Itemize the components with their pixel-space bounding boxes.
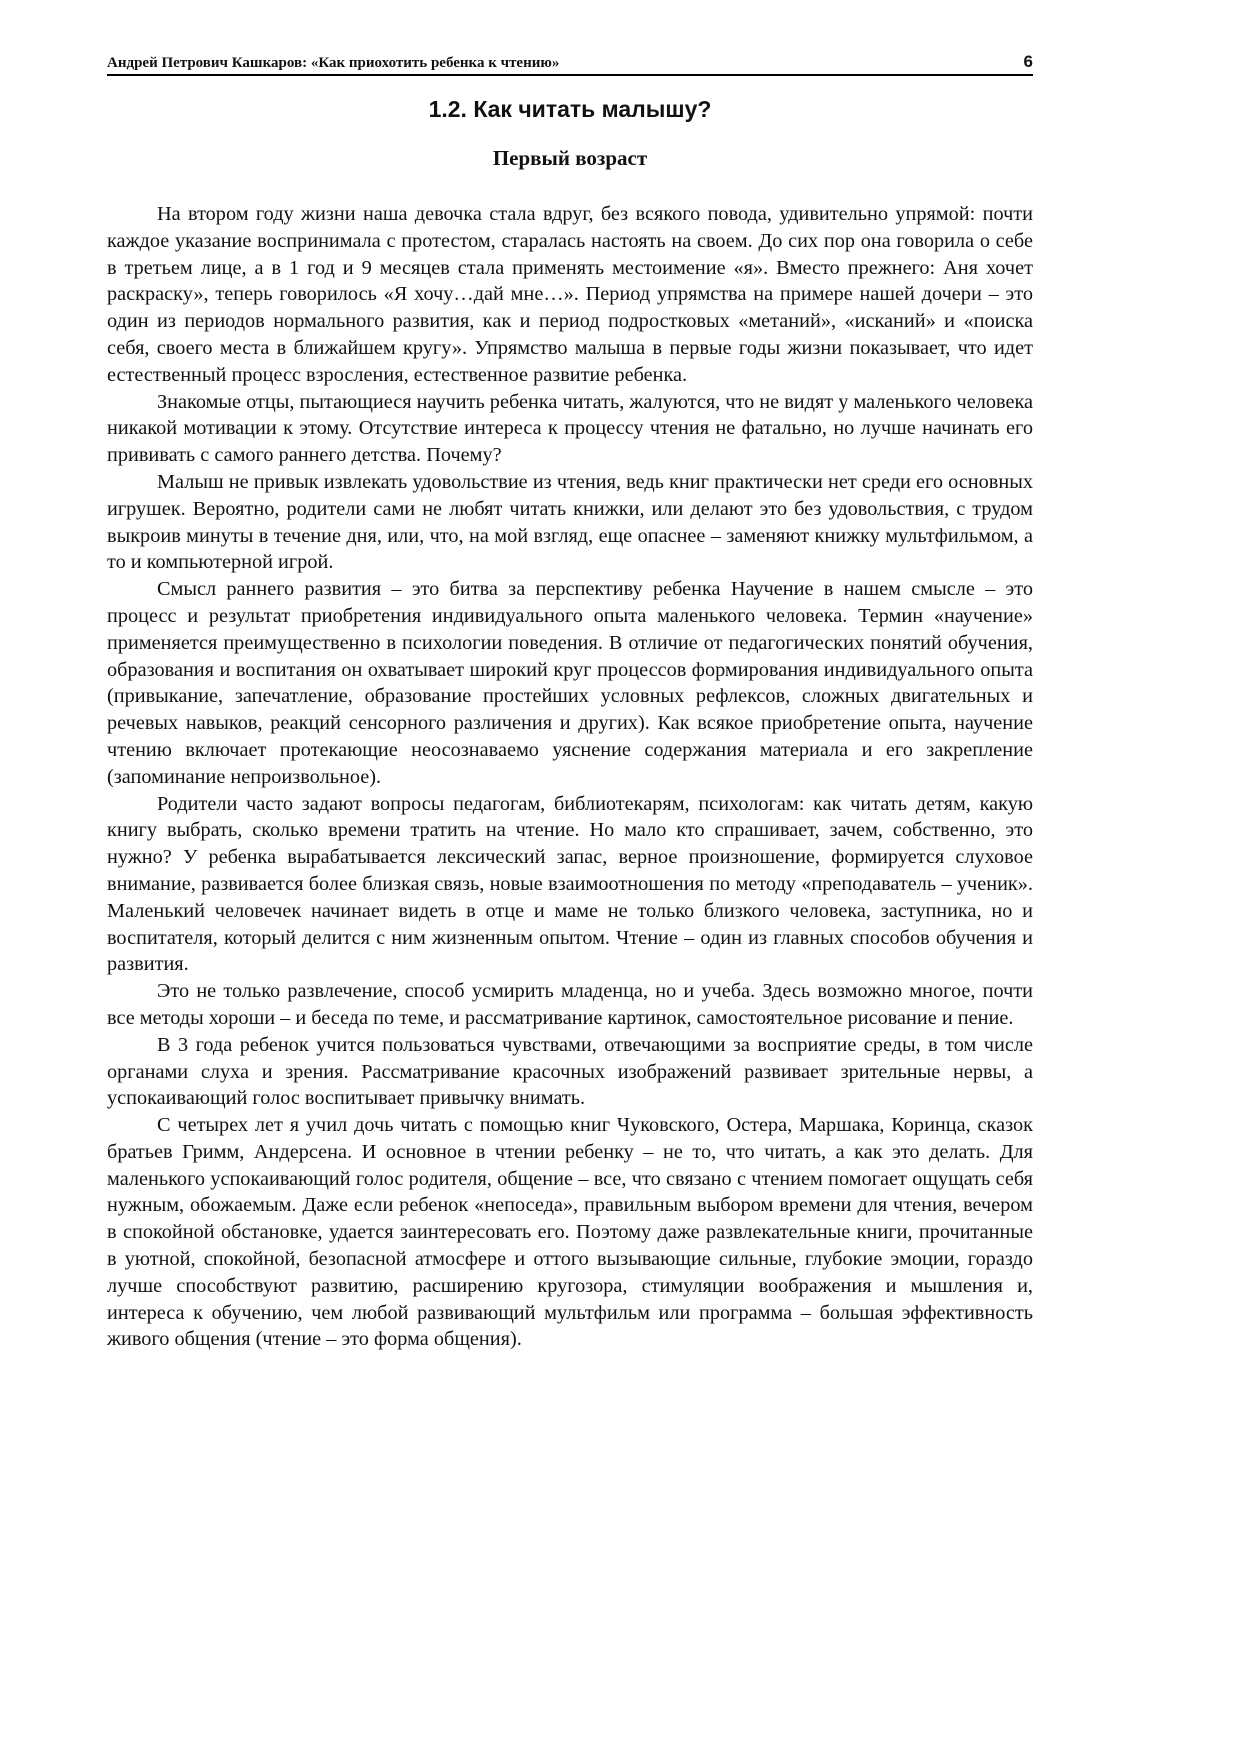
running-header (107, 50, 1033, 76)
paragraph: Смысл раннего развития – это битва за перспективу ребенка Научение в нашем смысле – это процесс и результат приобретения индивидуального опыта маленького человека. Термин «научение» применяется преимущественно в психологии поведения. В отличие от педагогических понятий обучения, образования и воспитания он охватывает широкий круг процессов формирования индивидуального опыта (привыкание, запечатление, образование простейших условных рефлексов, сложных двигательных и речевых навыков, реакций сенсорного различения и других). Как всякое приобретение опыта, научение чтению включает протекающие неосознаваемо уяснение содержания материала и его закрепление (запоминание непроизвольное). (107, 578, 1033, 788)
paragraph: Это не только развлечение, способ усмирить младенца, но и учеба. Здесь возможно многое, почти все методы хороши – и беседа по теме, и рассматривание картинок, самостоятельное рисование и пение. (107, 980, 1033, 1029)
paragraph: Малыш не привык извлекать удовольствие из чтения, ведь книг практически нет среди его основных игрушек. Вероятно, родители сами не любят читать книжки, или делают это без удовольствия, с трудом выкроив минуты в течение дня, или, что, на мой взгляд, еще опаснее – заменяют книжку мультфильмом, а то и компьютерной игрой. (107, 470, 1033, 574)
paragraph: С четырех лет я учил дочь читать с помощью книг Чуковского, Остера, Маршака, Коринца, сказок братьев Гримм, Андерсена. И основное в чтении ребенку – не то, что читать, а как это делать. Для маленького успокаивающий голос родителя, общение – все, что связано с чтением помогает ощущать себя нужным, обожаемым. Даже если ребенок «непоседа», правильным выбором времени для чтения, вечером в спокойной обстановке, удается заинтересовать его. Поэтому даже развлекательные книги, прочитанные в уютной, спокойной, безопасной атмосфере и оттого вызывающие сильные, глубокие эмоции, гораздо лучше способствуют развитию, расширению кругозора, стимуляции воображения и мышления и, интереса к обучению, чем любой развивающий мультфильм или программа – большая эффективность живого общения (чтение – это форма общения). (107, 1114, 1033, 1351)
page-number: 6 (1023, 52, 1033, 71)
paragraph: В 3 года ребенок учится пользоваться чувствами, отвечающими за восприятие среды, в том числе органами слуха и зрения. Рассматривание красочных изображений развивает зрительные нервы, а успокаивающий голос воспитывает привычку внимать. (107, 1033, 1033, 1110)
paragraph: Знакомые отцы, пытающиеся научить ребенка читать, жалуются, что не видят у маленького человека никакой мотивации к этому. Отсутствие интереса к процессу чтения не фатально, но лучше начинать его прививать с самого раннего детства. Почему? (107, 390, 1034, 467)
running-title: Андрей Петрович Кашкаров: «Как приохотить ребенка к чтению» (107, 55, 560, 71)
chapter-title: 1.2. Как читать малышу? (428, 96, 712, 122)
body-text (107, 201, 1033, 1353)
paragraph: Родители часто задают вопросы педагогам, библиотекарям, психологам: как читать детям, какую книгу выбрать, сколько времени тратить на чтение. Но мало кто спрашивает, зачем, собственно, это нужно? У ребенка вырабатывается лексический запас, верное произношение, формируется слуховое внимание, развивается более близкая связь, новые взаимоотношения по методу «преподаватель – ученик». Маленький человечек начинает видеть в отце и маме не только близкого человека, заступника, но и воспитателя, который делится с ним жизненным опытом. Чтение – один из главных способов обучения и развития. (107, 792, 1033, 976)
section-title: Первый возраст (492, 146, 648, 170)
paragraph: На втором году жизни наша девочка стала вдруг, без всякого повода, удивительно упрямой: почти каждое указание воспринимала с протестом, старалась настоять на своем. До сих пор она говорила о себе в третьем лице, а в 1 год и 9 месяцев стала применять местоимение «я». Вместо прежнего: Аня хочет раскраску», теперь говорилось «Я хочу…дай мне…». Период упрямства на примере нашей дочери – это один из периодов нормального развития, как и период подростковых «метаний», «исканий» и «поиска себя, своего места в ближайшем кругу». Упрямство малыша в первые годы жизни показывает, что идет естественный процесс взросления, естественное развитие ребенка. (107, 203, 1033, 386)
